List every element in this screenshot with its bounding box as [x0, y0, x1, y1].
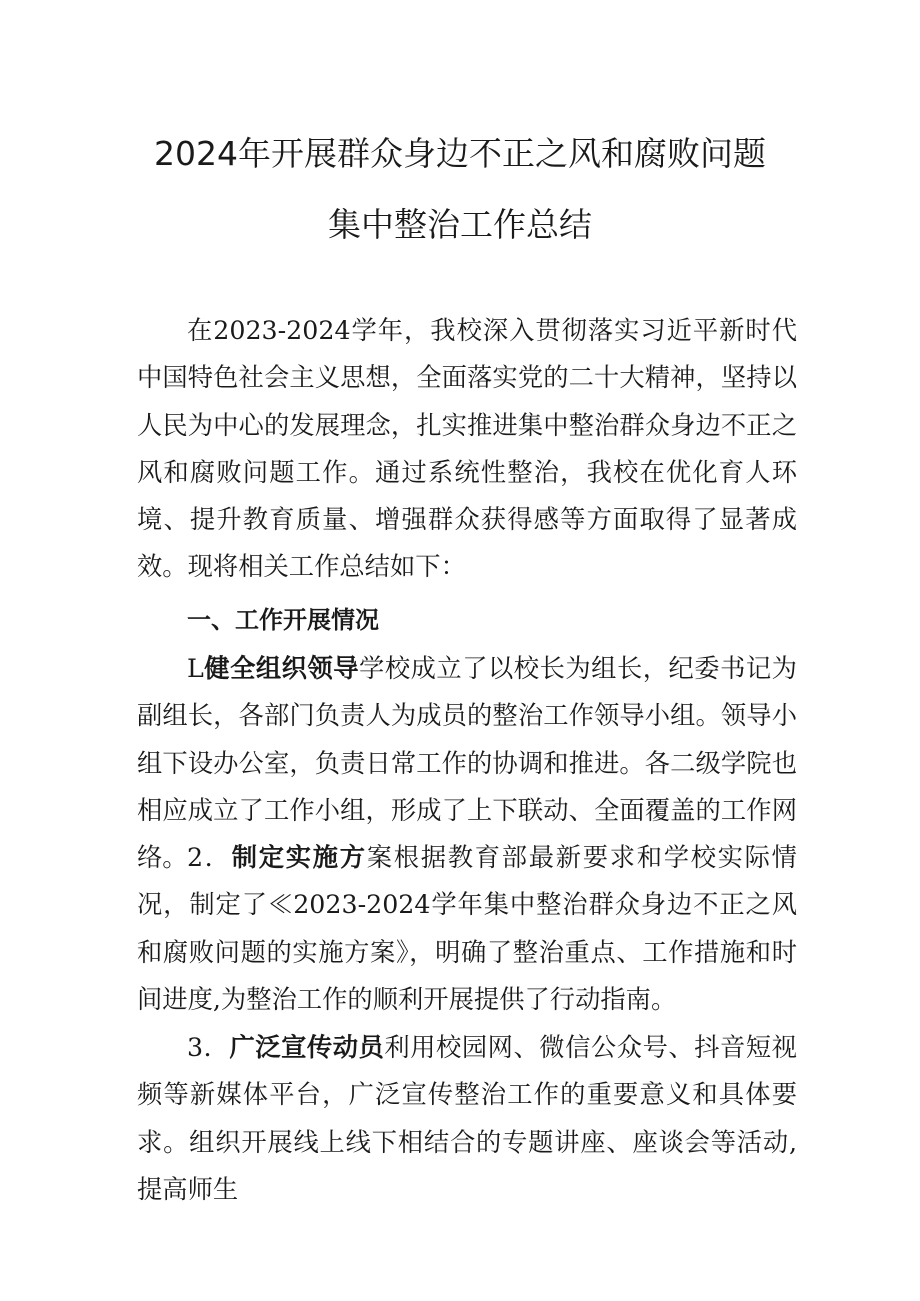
item-text: 案根据教育部最新要求和学校实际情况，制定了≪2023-2024学年集中整治群众身边不正之风和腐败问题的实施方案》，明确了整治重点、工作措施和时间进度,为整治工作的顺利开展提供了行动指南。 [137, 843, 797, 1014]
item-paragraph-3 [137, 1024, 797, 1213]
item-number: L [187, 654, 204, 683]
item-number: 2． [187, 843, 232, 872]
item-text: 学校成立了以校长为组长，纪委书记为副组长，各部门负责人为成员的整治工作领导小组。领导小组下设办公室，负责日常工作的协调和推进。各二级学院也相应成立了工作小组，形成了上下联动、全面覆盖的工作网络。 [137, 654, 797, 873]
document-title-line-2: 集中整治工作总结 [328, 205, 592, 244]
intro-paragraph: 在2023-2024学年，我校深入贯彻落实习近平新时代中国特色社会主义思想，全面落实党的二十大精神，坚持以人民为中心的发展理念，扎实推进集中整治群众身边不正之风和腐败问题工作。通过系统性整治，我校在优化育人环境、提升教育质量、增强群众获得感等方面取得了显著成效。现将相关工作总结如下： [137, 316, 797, 582]
document-title-line-1: 2024年开展群众身边不正之风和腐败问题 [154, 134, 766, 173]
item-heading: 制定实施方 [231, 843, 367, 872]
section-heading: 一、工作开展情况 [187, 606, 379, 634]
item-heading: 广泛宣传动员 [229, 1033, 385, 1062]
item-number: 3． [187, 1033, 230, 1062]
item-text: 利用校园网、微信公众号、抖音短视频等新媒体平台，广泛宣传整治工作的重要意义和具体要求。组织开展线上线下相结合的专题讲座、座谈会等活动,提高师生 [137, 1033, 797, 1204]
item-paragraph-2 [137, 834, 797, 1023]
item-heading: 健全组织领导 [203, 654, 360, 683]
